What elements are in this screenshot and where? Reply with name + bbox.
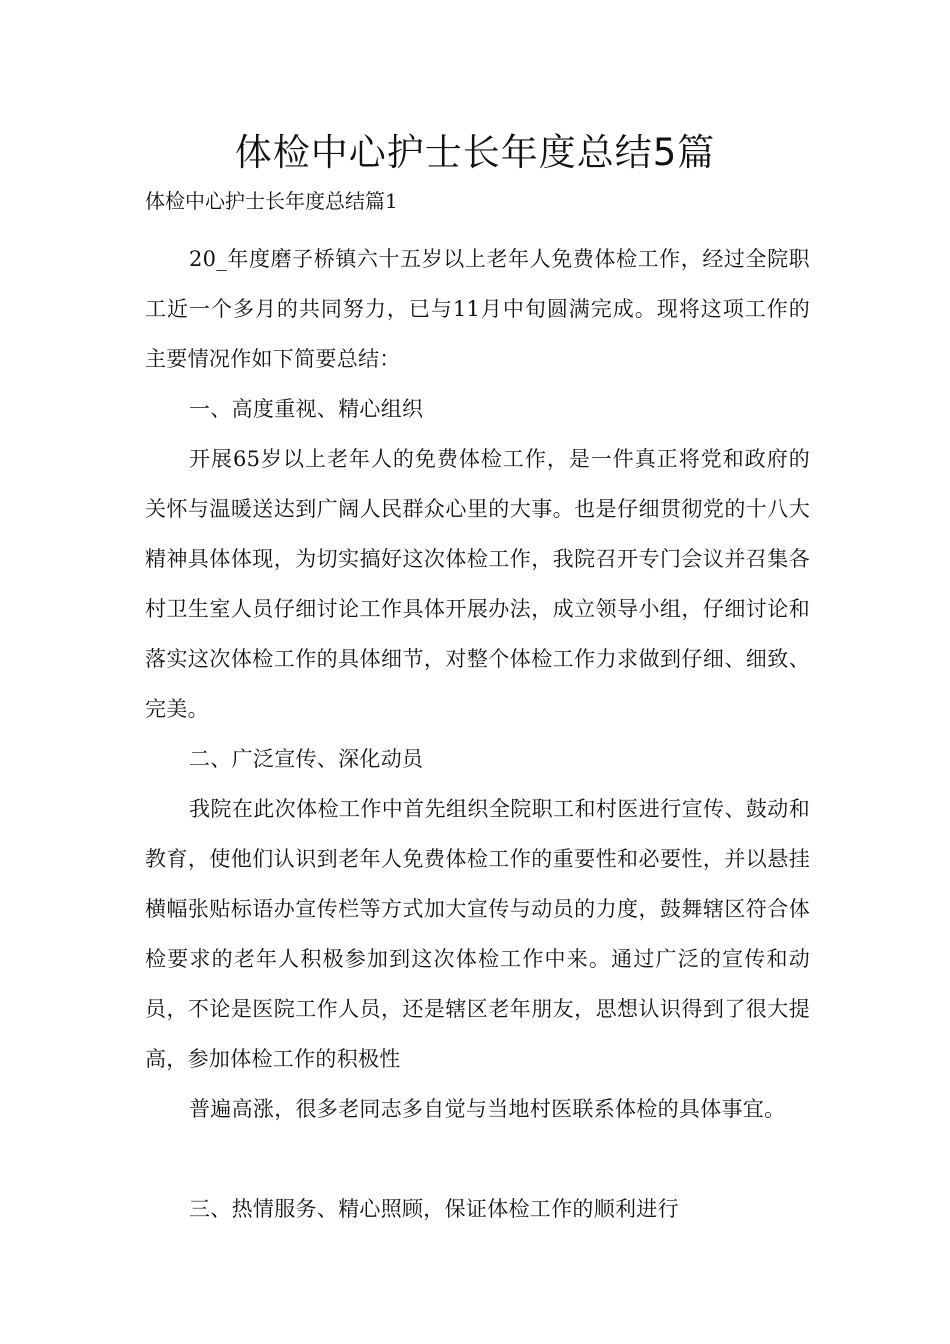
section-heading-2: 二、广泛宣传、深化动员 bbox=[189, 747, 424, 771]
document-title: 体检中心护士长年度总结5篇 bbox=[234, 131, 716, 174]
document-subtitle: 体检中心护士长年度总结篇1 bbox=[145, 189, 398, 213]
paragraph-section-2: 我院在此次体检工作中首先组织全院职工和村医进行宣传、鼓动和教育，使他们认识到老年人免费体检工作的重要性和必要性，并以悬挂横幅张贴标语办宣传栏等方式加大宣传与动员的力度，鼓舞辖区符合体检要求的老年人积极参加到这次体检工作中来。通过广泛的宣传和动员，不论是医院工作人员，还是辖区老年朋友，思想认识得到了很大提高，参加体检工作的积极性 bbox=[145, 797, 810, 1071]
section-heading-3: 三、热情服务、精心照顾，保证体检工作的顺利进行 bbox=[189, 1197, 679, 1221]
paragraph-section-2-continued: 普遍高涨，很多老同志多自觉与当地村医联系体检的具体事宜。 bbox=[189, 1097, 786, 1121]
paragraph-intro: 20_年度磨子桥镇六十五岁以上老年人免费体检工作，经过全院职工近一个多月的共同努力，已与11月中旬圆满完成。现将这项工作的主要情况作如下简要总结： bbox=[145, 247, 810, 371]
document-body bbox=[145, 234, 810, 1234]
paragraph-section-1: 开展65岁以上老年人的免费体检工作，是一件真正将党和政府的关怀与温暖送达到广阔人民群众心里的大事。也是仔细贯彻党的十八大精神具体体现，为切实搞好这次体检工作，我院召开专门会议并召集各村卫生室人员仔细讨论工作具体开展办法，成立领导小组，仔细讨论和落实这次体检工作的具体细节，对整个体检工作力求做到仔细、细致、完美。 bbox=[145, 447, 810, 721]
paragraph-gap bbox=[145, 1134, 810, 1184]
section-heading-1: 一、高度重视、精心组织 bbox=[189, 397, 424, 421]
